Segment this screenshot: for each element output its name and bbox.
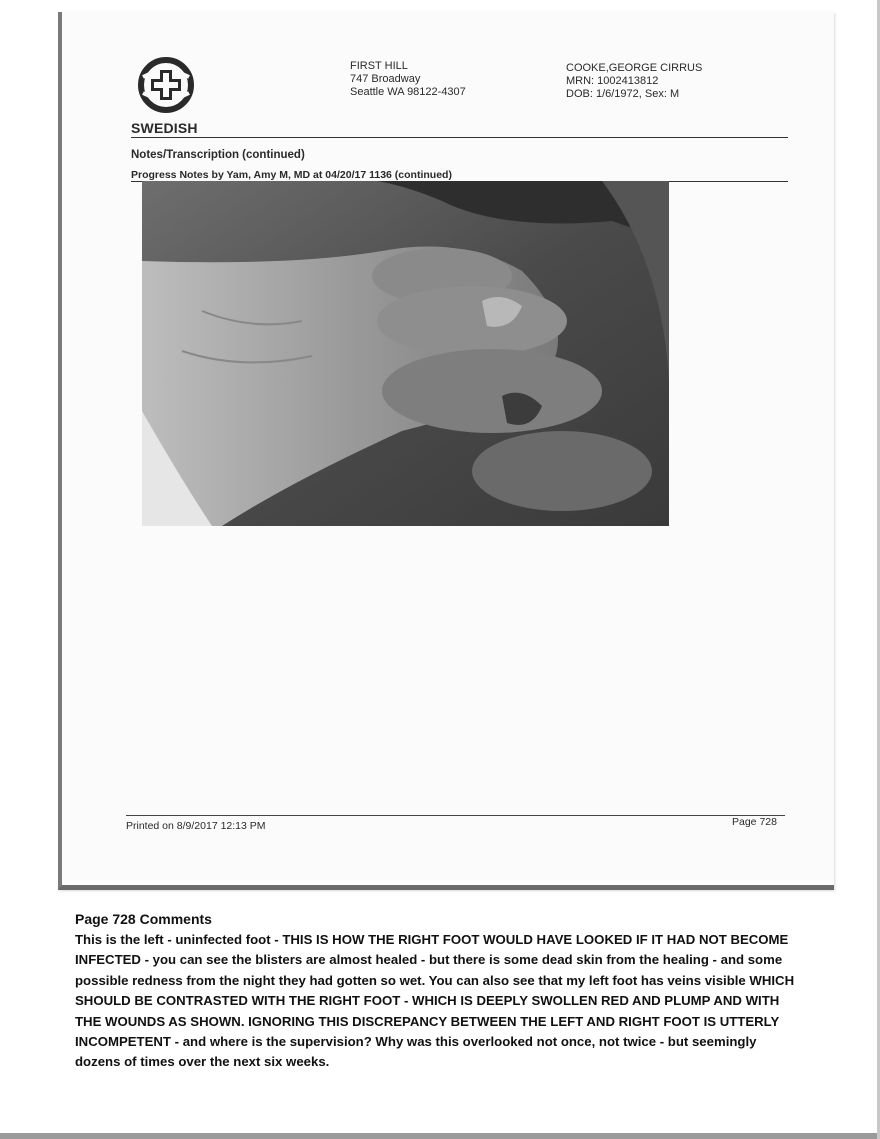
comment-segment-caps: THIS IS HOW THE RIGHT FOOT WOULD HAVE LOOKED IF IT HAD NOT BECOME INFECTED (75, 932, 789, 968)
location-block (350, 60, 466, 99)
location-city: Seattle WA 98122-4307 (350, 86, 466, 98)
comment-segment: - and where is the supervision? Why was this overlooked not once, not twice - but seemingly dozens of times over the next six weeks. (75, 1034, 757, 1070)
section-title: Notes/Transcription (continued) (131, 149, 305, 161)
scan-frame-bottom (0, 1133, 880, 1139)
comments-title: Page 728 Comments (75, 911, 212, 927)
comment-segment: - you can see the blisters are almost healed - but there is some dead skin from the healing - and some possible redness from the night they had gotten so wet. You can also see that my left foot has veins visible (75, 952, 783, 988)
swedish-logo-icon (135, 57, 197, 113)
footer-divider (126, 815, 785, 816)
page-number: Page 728 (732, 816, 777, 828)
foot-photo (142, 181, 669, 526)
location-street: 747 Broadway (350, 73, 421, 85)
patient-block (566, 62, 702, 101)
patient-mrn: MRN: 1002413812 (566, 75, 659, 87)
location-name: FIRST HILL (350, 60, 408, 72)
printed-date: Printed on 8/9/2017 12:13 PM (126, 820, 266, 832)
patient-dob: DOB: 1/6/1972, Sex: M (566, 88, 680, 100)
patient-name: COOKE,GEORGE CIRRUS (566, 62, 703, 74)
comment-segment-caps: WHICH SHOULD BE CONTRASTED WITH THE RIGHT FOOT - WHICH IS DEEPLY SWOLLEN RED AND PLUMP AND WITH THE WOUNDS AS SHOWN. IGNORING THIS DISCREPANCY BETWEEN THE LEFT AND RIGHT FOOT IS UTTERLY INCOMPETENT (75, 972, 795, 1050)
brand-name: SWEDISH (131, 120, 198, 136)
comment-segment: This is the left - uninfected foot - (75, 932, 283, 947)
comments-body (75, 930, 805, 1073)
header-divider (131, 137, 788, 138)
progress-notes-heading: Progress Notes by Yam, Amy M, MD at 04/20/17 1136 (continued) (131, 169, 452, 181)
